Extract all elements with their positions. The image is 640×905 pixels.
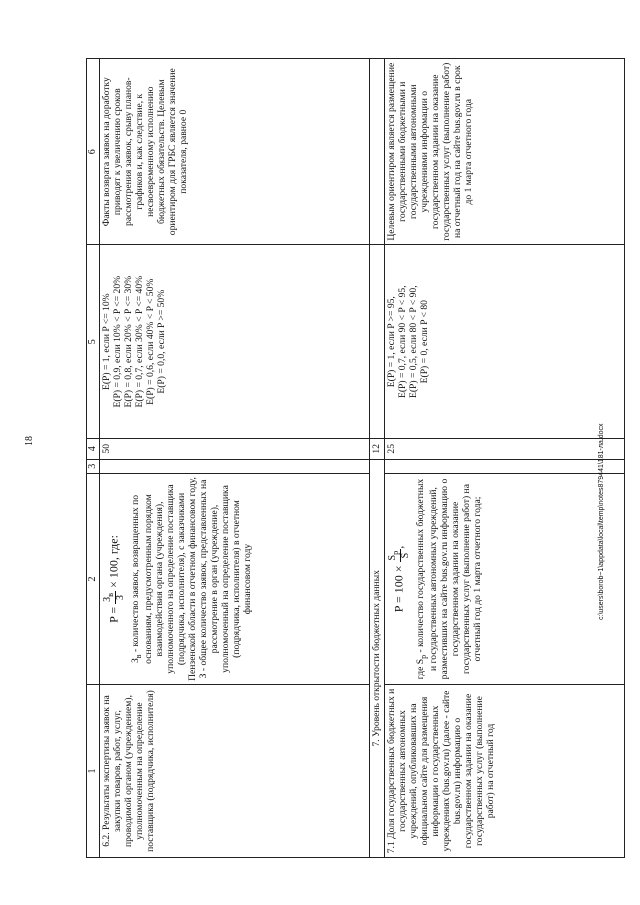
scoring-line: E(P) = 1, если P >= 95, [385, 296, 397, 388]
header-col-1: 1 [87, 685, 100, 858]
scoring-line: E(P) = 0,0, если P >= 50% [155, 289, 167, 394]
page-number: 18 [24, 436, 35, 446]
formula-explanation-a: $З_в$ - количество заявок, возвращенных по основаниям, предусмотренным порядком взаимодействия органа (учреждения), уполномоченного на определение поставщика (подрядчика, исполнителя), с заказчиками Пензенской области в отчетном финансовом году, [129, 477, 199, 681]
scoring-line: E(P) = 1, если P <= 10% [100, 293, 112, 391]
table-row-6-2 [99, 59, 369, 858]
fraction-numerator: S [386, 554, 398, 561]
scoring-line: E(P) = 0,7, если 90 < P < 95, [396, 285, 408, 399]
formula [103, 477, 126, 681]
formula-prefix: P = [105, 606, 120, 623]
scoring-line: E(P) = 0,6, если 40% < P < 50% [144, 278, 156, 405]
scoring-line: E(P) = 0,7, если 30% < P <= 40% [133, 275, 145, 408]
formula-suffix: , [390, 545, 405, 549]
formula-explanation-b: З - общее количество заявок, представленных на рассмотрение в орган (учреждение), уполномоченный на определение поставщика (подрядчика, исполнителя) в отчетном финансовом году [198, 479, 254, 679]
indicator-name-cell: 6.2. Результаты экспертизы заявок на закупки товаров, работ, услуг, проводимой органом (учреждением), уполномоченным на определение поставщика (подрядчика, исполнителя) [99, 685, 369, 858]
section-empty-6 [369, 59, 384, 245]
weight-cell: 25 [384, 438, 624, 459]
numerator-subscript: в [105, 592, 115, 597]
header-col-5: 5 [87, 245, 100, 439]
scoring-line: E(P) = 0,8, если 20% < P <= 30% [122, 275, 134, 408]
header-col-4: 4 [87, 438, 100, 459]
col3-cell [384, 459, 624, 473]
formula-cell [99, 473, 369, 684]
scoring-line: E(P) = 0,9, если 10% < P <= 20% [111, 275, 123, 408]
section-empty-5 [369, 245, 384, 439]
scoring-cell [384, 245, 624, 439]
formula-explanation: где $S_p$ - количество государственных бюджетных и государственных автономных учреждений, разместивших на сайте bus.gov.ru информацию о государственном задании на оказание государственных услуг (выполнение работ) на отчетный год до 1 марта отчетного года; [414, 478, 484, 680]
fraction-denominator: З [114, 594, 126, 600]
section-row-7 [369, 59, 384, 858]
header-col-3: 3 [87, 459, 100, 473]
formula-suffix: × 100, где: [105, 535, 120, 588]
scoring-cell [99, 245, 369, 439]
col3-cell [99, 459, 369, 473]
scoring-line: E(P) = 0,5, если 80 < P < 90, [407, 285, 419, 399]
section-title: 7. Уровень открытости бюджетных данных [369, 459, 384, 857]
indicator-name-cell: 7.1 Доля государственных бюджетных и государственных автономных учреждений, опубликовавших на официальном сайте для размещения информации о государственных учреждениях (bus.gov.ru) (далее - сайте bus.gov.ru) информацию о государственном задании на оказание государственных услуг (выполнение работ) на отчетный год [384, 685, 624, 858]
formula-prefix: P = 100 × [390, 565, 405, 613]
formula-fraction [103, 591, 126, 604]
comment-cell: Факты возврата заявок на доработку приводят к увеличению сроков рассмотрения заявок, срыву планов-графиков и, как следствие, к несвоевременному исполнению бюджетных обязательств. Целевым ориентиром для ГРБС является значение показателя, равное 0 [99, 59, 369, 245]
formula-cell [384, 473, 624, 684]
file-path-footer: c:\users\borob~1\appdata\local\temp\notes879441\181-ла.docx [598, 423, 605, 620]
header-col-6: 6 [87, 59, 100, 245]
table-row-7-1 [384, 59, 624, 858]
rotated-table-page [86, 58, 626, 858]
fraction-denominator: S [399, 552, 411, 559]
header-row [87, 59, 100, 858]
comment-cell: Целевым ориентиром является размещение государственными бюджетными и государственными автономными учреждениями информации о государственном задании на оказание государственных услуг (выполнение работ) на отчетный год на сайте bus.gov.ru в срок до 1 марта отчетного года [384, 59, 624, 245]
numerator-subscript: p [390, 550, 400, 555]
section-weight: 12 [369, 438, 384, 459]
formula-fraction [388, 549, 411, 563]
header-col-2: 2 [87, 473, 100, 684]
fraction-numerator: З [101, 596, 113, 602]
criteria-table [86, 58, 625, 858]
formula [388, 477, 411, 681]
scoring-line: E(P) = 0, если P < 80 [418, 300, 430, 384]
weight-cell: 50 [99, 438, 369, 459]
